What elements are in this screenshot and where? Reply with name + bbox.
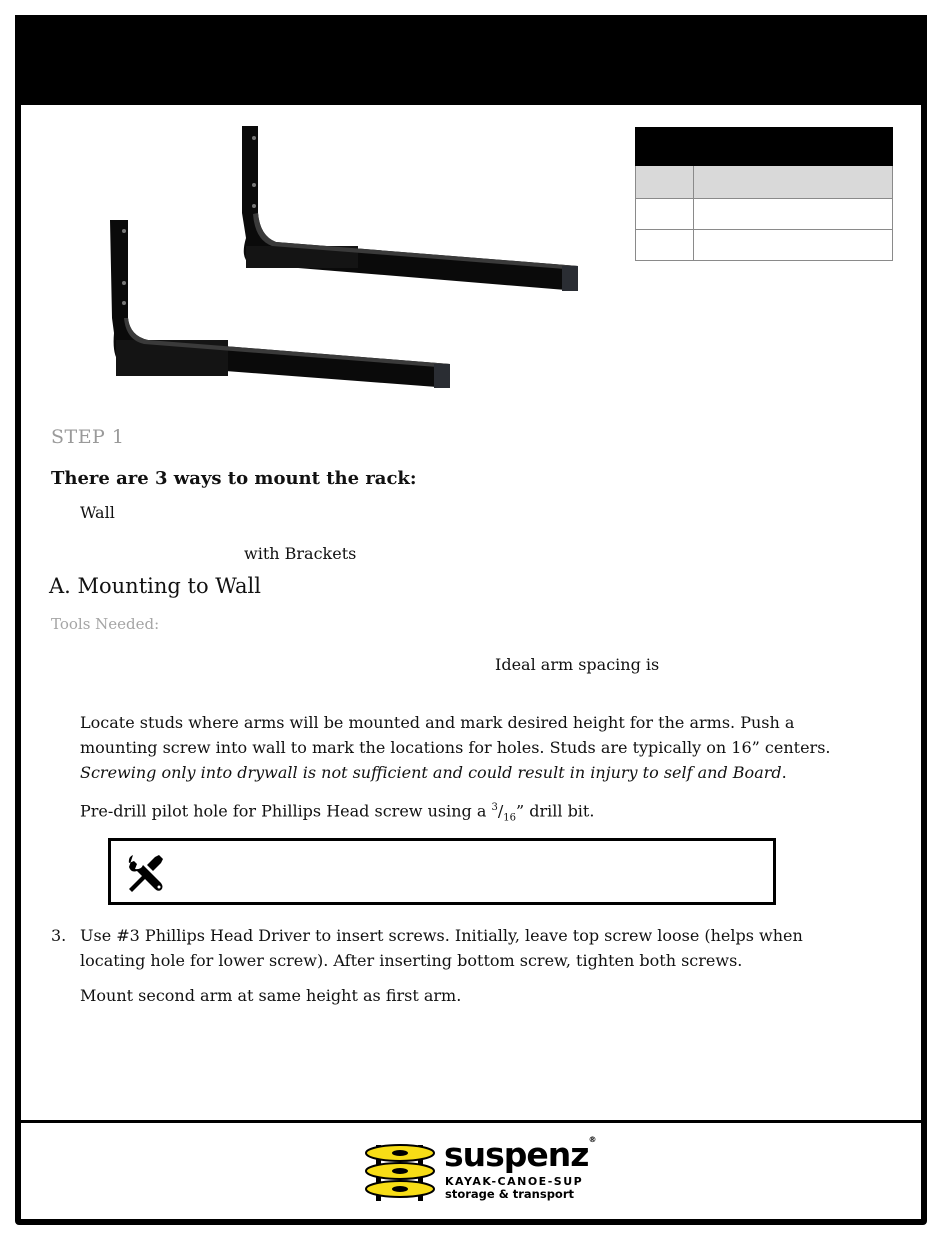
tools-needed-label: Tools Needed: bbox=[51, 615, 160, 633]
footer-rule bbox=[21, 1120, 921, 1123]
wrench-screwdriver-icon bbox=[125, 851, 167, 893]
kayak-rack-logo-icon bbox=[362, 1139, 440, 1205]
locate-studs-paragraph: Locate studs where arms will be mounted and mark desired height for the arms. Push a mounting screw into wall to mark the locations for holes. Studs are typically on 16” centers. Screwing only into drywall is not sufficient and could result in injury to self and Board. bbox=[80, 713, 831, 782]
parts-table bbox=[635, 127, 893, 261]
rear-bracket-arm bbox=[242, 126, 578, 291]
drywall-warning: Screwing only into drywall is not sufficient and could result in injury to self and Board bbox=[80, 763, 782, 782]
drill-size-denominator: 16 bbox=[503, 812, 516, 824]
section-a-title: A. Mounting to Wall bbox=[49, 574, 261, 598]
arm-spacing-text: Ideal arm spacing is bbox=[495, 655, 660, 674]
locate-studs-text: Locate studs where arms will be mounted and mark desired height for the arms. Push a mounting screw into wall to mark the locations for holes. Studs are typically on 16” centers. bbox=[80, 713, 831, 757]
parts-table-cell bbox=[636, 199, 694, 230]
parts-table-header bbox=[636, 128, 893, 166]
mount-option-wall: Wall bbox=[80, 503, 115, 522]
parts-table-cell bbox=[694, 199, 893, 230]
parts-table-cell bbox=[694, 230, 893, 261]
logo-tagline: KAYAK-CANOE-SUP bbox=[445, 1175, 584, 1188]
predrill-paragraph: Pre-drill pilot hole for Phillips Head screw using a $^3/_{16}$” drill bit. bbox=[80, 801, 595, 824]
parts-table-cell bbox=[694, 166, 893, 199]
step-number-3: 3. bbox=[51, 926, 67, 945]
drill-size-numerator: 3 bbox=[491, 802, 498, 813]
logo-wordmark: suspenz® bbox=[444, 1135, 596, 1174]
parts-table-cell bbox=[636, 166, 694, 199]
mount-options-heading: There are 3 ways to mount the rack: bbox=[51, 468, 417, 489]
step-label: STEP 1 bbox=[51, 426, 125, 448]
suspenz-logo bbox=[362, 1135, 596, 1205]
step-3-paragraph: Use #3 Phillips Head Driver to insert screws. Initially, leave top screw loose (helps when locating hole for lower screw). After inserting bottom screw, tighten both screws. bbox=[80, 926, 803, 970]
predrill-text: Pre-drill pilot hole for Phillips Head screw using a bbox=[80, 801, 492, 821]
logo-subtitle: storage & transport bbox=[445, 1187, 575, 1201]
bracket-arms-illustration bbox=[100, 118, 600, 398]
parts-table-cell bbox=[636, 230, 694, 261]
predrill-text-end: ” drill bit. bbox=[515, 801, 595, 821]
mount-second-arm-paragraph: Mount second arm at same height as first arm. bbox=[80, 986, 462, 1005]
mount-option-brackets: with Brackets bbox=[244, 544, 357, 563]
tip-box bbox=[108, 838, 776, 905]
